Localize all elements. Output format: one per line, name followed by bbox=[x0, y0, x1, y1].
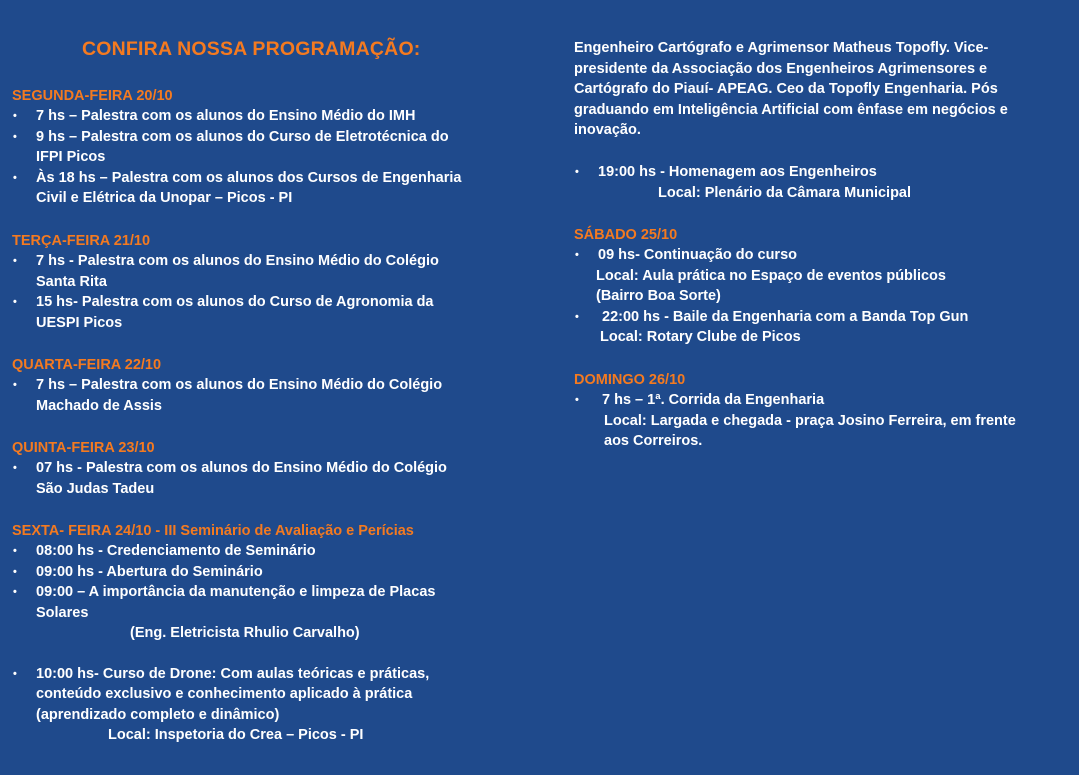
section-homenagem bbox=[574, 162, 1064, 203]
list-item: • 08:00 hs - Credenciamento de Seminário bbox=[13, 543, 316, 559]
list-item: • 10:00 hs- Curso de Drone: Com aulas teóricas e práticas, conteúdo exclusivo e conhecimento aplicado à prática (aprendizado completo e dinâmico) Local: Inspetoria do Crea – Picos - PI bbox=[13, 665, 430, 743]
list-item: • 7 hs – 1ª. Corrida da Engenharia Local: Largada e chegada - praça Josino Ferreira, em frente aos Correiros. bbox=[575, 392, 1016, 449]
list-item: • 19:00 hs - Homenagem aos Engenheiros Local: Plenário da Câmara Municipal bbox=[575, 164, 912, 201]
list-item: • 09:00 hs - Abertura do Seminário bbox=[13, 563, 263, 580]
list-item: • Às 18 hs – Palestra com os alunos dos Cursos de Engenharia Civil e Elétrica da Unopar – Picos - PI bbox=[13, 169, 462, 206]
section-terca bbox=[12, 231, 552, 333]
section-domingo bbox=[574, 370, 1064, 452]
list-item: • 15 hs- Palestra com os alunos do Curso de Agronomia da UESPI Picos bbox=[13, 294, 434, 331]
list-item: • 9 hs – Palestra com os alunos do Curso de Eletrotécnica do IFPI Picos bbox=[13, 128, 449, 165]
day-heading: SEGUNDA-FEIRA 20/10 bbox=[12, 88, 173, 104]
day-heading: QUARTA-FEIRA 22/10 bbox=[12, 357, 162, 373]
day-heading: SEXTA- FEIRA 24/10 - III Seminário de Avaliação e Perícias bbox=[12, 523, 414, 539]
day-heading: QUINTA-FEIRA 23/10 bbox=[12, 440, 155, 456]
list-item: • 7 hs – Palestra com os alunos do Ensino Médio do IMH bbox=[13, 108, 416, 124]
section-sabado bbox=[574, 225, 1064, 348]
day-heading: DOMINGO 26/10 bbox=[574, 372, 686, 388]
speaker-bio: Engenheiro Cartógrafo e Agrimensor Matheus Topofly. Vice- presidente da Associação dos Engenheiros Agrimensores e Cartógrafo do Piauí- APEAG. Ceo da Topofly Engenharia. Pós graduando em Inteligência Artificial com ênfase em negócios e inovação. bbox=[574, 40, 1008, 138]
day-heading: SÁBADO 25/10 bbox=[574, 227, 678, 243]
section-quinta bbox=[12, 438, 552, 499]
list-item: • 7 hs – Palestra com os alunos do Ensino Médio do Colégio Machado de Assis bbox=[13, 377, 443, 414]
list-item: • 7 hs - Palestra com os alunos do Ensino Médio do Colégio Santa Rita bbox=[13, 253, 439, 290]
day-heading: TERÇA-FEIRA 21/10 bbox=[12, 233, 151, 249]
section-sexta bbox=[12, 521, 552, 746]
section-segunda bbox=[12, 86, 552, 209]
page-title: CONFIRA NOSSA PROGRAMAÇÃO: bbox=[82, 38, 421, 60]
list-item: • 09 hs- Continuação do curso Local: Aula prática no Espaço de eventos públicos (Bairro Boa Sorte) bbox=[575, 247, 946, 304]
list-item: • 22:00 hs - Baile da Engenharia com a Banda Top Gun Local: Rotary Clube de Picos bbox=[575, 308, 969, 345]
list-item: • 07 hs - Palestra com os alunos do Ensino Médio do Colégio São Judas Tadeu bbox=[13, 460, 447, 497]
section-quarta bbox=[12, 355, 552, 416]
list-item: • 09:00 – A importância da manutenção e limpeza de Placas Solares (Eng. Eletricista Rhulio Carvalho) bbox=[13, 584, 436, 641]
